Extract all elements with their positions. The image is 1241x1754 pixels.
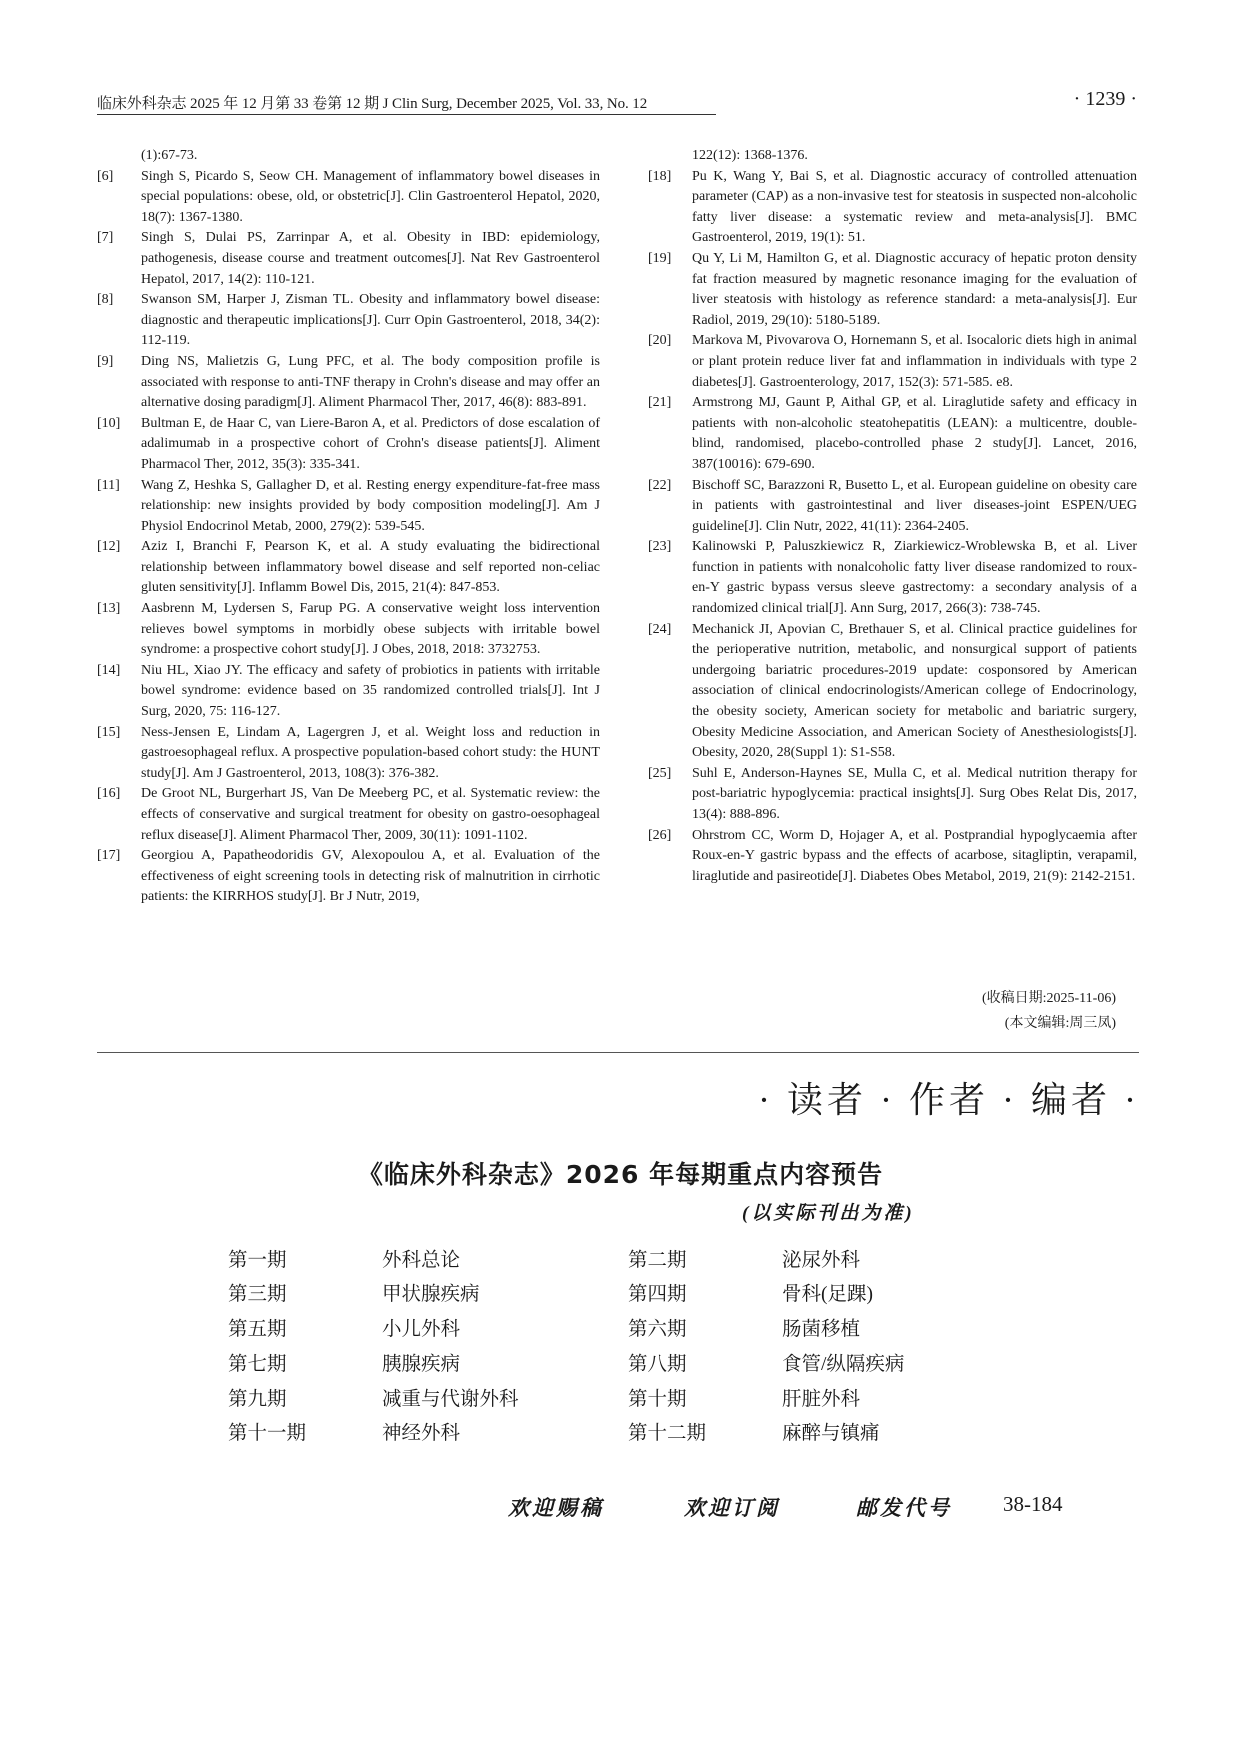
reference-13 — [97, 599, 600, 661]
reference-19 — [648, 249, 1137, 331]
reference-9 — [97, 352, 600, 414]
issue-topic: 麻醉与镇痛 — [782, 1423, 880, 1444]
reference-number: [20] — [648, 333, 672, 349]
reference-number: [25] — [648, 765, 672, 781]
editor-credit: (本文编辑:周三凤) — [1004, 1016, 1116, 1031]
reference-text: Bultman E, de Haar C, van Liere-Baron A, et al. Predictors of dose escalation of adalimumab in a prospective cohort of Crohn's disease patients[J]. Aliment Pharmacol Ther, 2012, 35(3): 335-341. — [141, 415, 600, 472]
reference-6 — [97, 167, 600, 229]
reference-number: [12] — [97, 539, 121, 555]
reference-text: Kalinowski P, Paluszkiewicz R, Ziarkiewicz-Wroblewska B, et al. Liver function in patients with nonalcoholic fatty liver disease randomized to roux-en-Y gastric bypass versus sleeve gastrectomy: a secondary analysis of a randomized clinical trial[J]. Ann Surg, 2017, 266(3): 738-745. — [692, 539, 1137, 617]
issue-label: 第十二期 — [628, 1423, 707, 1444]
issue-topic: 小儿外科 — [382, 1319, 461, 1340]
reference-number: [10] — [97, 415, 121, 431]
schedule-row — [228, 1417, 928, 1447]
received-date: (收稿日期:2025-11-06) — [981, 991, 1116, 1006]
reference-number: [22] — [648, 477, 672, 493]
issue-label: 第十期 — [628, 1389, 687, 1410]
references-right-column — [648, 146, 1137, 887]
issue-topic: 泌尿外科 — [782, 1250, 861, 1271]
reference-number: [17] — [97, 848, 121, 864]
notice-subtitle: (以实际刊出为准) — [742, 1203, 915, 1224]
reference-text: Aasbrenn M, Lydersen S, Farup PG. A conservative weight loss intervention relieves bowel symptoms in morbidly obese subjects with irritable bowel syndrome: a prospective cohort study[J]. J Obes, 2018, 2018: 3732753. — [141, 601, 600, 658]
issue-label: 第八期 — [628, 1354, 687, 1375]
reference-25 — [648, 764, 1137, 826]
reference-12 — [97, 537, 600, 599]
reference-text: Pu K, Wang Y, Bai S, et al. Diagnostic accuracy of controlled attenuation parameter (CAP) as a non-invasive test for steatosis in suspected non-alcoholic fatty liver disease: a systematic review and meta-analysis[J]. BMC Gastroenterol, 2019, 19(1): 51. — [692, 168, 1137, 246]
journal-citation-line: 临床外科杂志 2025 年 12 月第 33 卷第 12 期 J Clin Surg, December 2025, Vol. 33, No. 12 — [97, 96, 648, 112]
reference-text: Markova M, Pivovarova O, Hornemann S, et al. Isocaloric diets high in animal or plant protein reduce liver fat and inflammation in individuals with type 2 diabetes[J]. Gastroenterology, 2017, 152(3): 571-585. e8. — [692, 333, 1137, 390]
reference-number: [11] — [97, 477, 120, 493]
reference-text: Qu Y, Li M, Hamilton G, et al. Diagnostic accuracy of hepatic proton density fat fraction measured by magnetic resonance imaging for the evaluation of liver steatosis with histology as reference standard: a meta-analysis[J]. Eur Radiol, 2019, 29(10): 5180-5189. — [692, 250, 1137, 328]
reference-number: [16] — [97, 786, 121, 802]
issue-label: 第四期 — [628, 1284, 687, 1305]
references-left-column — [97, 146, 600, 908]
reference-16 — [97, 784, 600, 846]
issue-label: 第七期 — [228, 1354, 287, 1375]
reference-23 — [648, 537, 1137, 619]
reference-number: [24] — [648, 621, 672, 637]
reference-number: [15] — [97, 724, 121, 740]
reference-text: Armstrong MJ, Gaunt P, Aithal GP, et al. Liraglutide safety and efficacy in patients with non-alcoholic steatohepatitis (LEAN): a multicentre, double-blind, randomised, placebo-controlled phase 2 study[J]. Lancet, 2016, 387(10016): 679-690. — [692, 395, 1137, 472]
reference-number: [6] — [97, 168, 114, 184]
issue-label: 第十一期 — [228, 1423, 307, 1444]
reference-10 — [97, 414, 600, 476]
issue-topic: 骨科(足踝) — [782, 1284, 873, 1305]
reference-7 — [97, 228, 600, 290]
reference-number: [26] — [648, 827, 672, 843]
schedule-row — [228, 1244, 928, 1274]
section-title: · 读者 · 作者 · 编者 · — [758, 1080, 1140, 1120]
welcome-submission: 欢迎赐稿 — [508, 1496, 604, 1520]
reference-11 — [97, 476, 600, 538]
reference-text: Wang Z, Heshka S, Gallagher D, et al. Resting energy expenditure-fat-free mass relationship: new insights provided by body composition modeling[J]. Am J Physiol Endocrinol Metab, 2000, 279(2): 539-545. — [141, 477, 600, 534]
issue-label: 第五期 — [228, 1319, 287, 1340]
issue-topic: 减重与代谢外科 — [382, 1389, 519, 1410]
reference-text: Suhl E, Anderson-Haynes SE, Mulla C, et al. Medical nutrition therapy for post-bariatric hypoglycemia: practical insights[J]. Surg Obes Relat Dis, 2017, 13(4): 888-896. — [692, 765, 1137, 822]
reference-number: [14] — [97, 662, 121, 678]
reference-8 — [97, 290, 600, 352]
reference-20 — [648, 331, 1137, 393]
reference-number: [9] — [97, 353, 114, 369]
reference-number: [18] — [648, 168, 672, 184]
reference-number: [19] — [648, 250, 672, 266]
reference-text: Bischoff SC, Barazzoni R, Busetto L, et al. European guideline on obesity care in patients with gastrointestinal and liver diseases-joint ESPEN/UEG guideline[J]. Clin Nutr, 2022, 41(11): 2364-2405. — [692, 477, 1137, 534]
reference-21 — [648, 393, 1137, 475]
reference-number: [7] — [97, 230, 114, 246]
section-divider — [97, 1052, 1139, 1053]
reference-17 — [97, 846, 600, 908]
reference-continuation: (1):67-73. — [141, 148, 198, 163]
reference-text: Georgiou A, Papatheodoridis GV, Alexopoulou A, et al. Evaluation of the effectiveness of eight screening tools in detecting risk of malnutrition in cirrhotic patients: the KIRRHOS study[J]. Br J Nutr, 2019, — [141, 848, 600, 905]
schedule-row — [228, 1278, 928, 1308]
header-rule — [97, 114, 716, 115]
schedule-row — [228, 1348, 928, 1378]
postal-code: 38-184 — [1003, 1492, 1063, 1516]
reference-text: Niu HL, Xiao JY. The efficacy and safety of probiotics in patients with irritable bowel syndrome: evidence based on 35 randomized controlled trials[J]. Int J Surg, 2020, 75: 116-127. — [141, 662, 600, 720]
issue-label: 第一期 — [228, 1250, 287, 1271]
postal-code-label: 邮发代号 — [856, 1496, 952, 1520]
page-number: · 1239 · — [1073, 88, 1137, 110]
welcome-subscription: 欢迎订阅 — [684, 1496, 780, 1520]
reference-text: Ohrstrom CC, Worm D, Hojager A, et al. Postprandial hypoglycaemia after Roux-en-Y gastric bypass and the effects of acarbose, sitagliptin, verapamil, liraglutide and pasireotide[J]. Diabetes Obes Metabol, 2019, 21(9): 2142-2151. — [692, 827, 1137, 884]
article-dates — [900, 986, 1116, 1036]
reference-text: De Groot NL, Burgerhart JS, Van De Meeberg PC, et al. Systematic review: the effects of conservative and surgical treatment for obesity on gastro-oesophageal reflux disease[J]. Aliment Pharmacol Ther, 2009, 30(11): 1091-1102. — [141, 786, 600, 843]
issue-topic: 肝脏外科 — [782, 1389, 861, 1410]
reference-14 — [97, 661, 600, 723]
notice-title: 《临床外科杂志》2026 年每期重点内容预告 — [357, 1160, 884, 1189]
issue-topic: 食管/纵隔疾病 — [782, 1354, 905, 1375]
schedule-row — [228, 1383, 928, 1413]
schedule-row — [228, 1313, 928, 1343]
issue-topic: 甲状腺疾病 — [382, 1284, 480, 1305]
reference-text: Swanson SM, Harper J, Zisman TL. Obesity and inflammatory bowel disease: diagnostic and therapeutic implications[J]. Curr Opin Gastroenterol, 2018, 34(2): 112-119. — [141, 292, 600, 349]
reference-text: Mechanick JI, Apovian C, Brethauer S, et al. Clinical practice guidelines for the perioperative nutrition, metabolic, and nonsurgical support of patients undergoing bariatric procedures-2019 update: cosponsored by American association of clinical endocrinologists/American college of Endocrinology, the obesity society, American society for metabolic and bariatric surgery, Obesity Medicine Association, and American Society of Anesthesiologists[J]. Obesity, 2020, 28(Suppl 1): S1-S58. — [692, 621, 1137, 761]
issue-topic: 外科总论 — [382, 1250, 461, 1271]
reference-number: [13] — [97, 601, 121, 617]
reference-26 — [648, 826, 1137, 888]
issue-label: 第二期 — [628, 1250, 687, 1271]
issue-topic: 胰腺疾病 — [382, 1354, 461, 1375]
reference-text: Singh S, Dulai PS, Zarrinpar A, et al. Obesity in IBD: epidemiology, pathogenesis, disease course and treatment outcomes[J]. Nat Rev Gastroenterol Hepatol, 2017, 14(2): 110-121. — [141, 230, 600, 287]
reference-24 — [648, 620, 1137, 764]
issue-label: 第三期 — [228, 1284, 287, 1305]
issue-label: 第九期 — [228, 1389, 287, 1410]
reference-text: Singh S, Picardo S, Seow CH. Management of inflammatory bowel diseases in special populations: obese, old, or obstetric[J]. Clin Gastroenterol Hepatol, 2020, 18(7): 1367-1380. — [141, 168, 600, 225]
issue-label: 第六期 — [628, 1319, 687, 1340]
reference-text: Aziz I, Branchi F, Pearson K, et al. A study evaluating the bidirectional relationship between inflammatory bowel disease and self reported non-celiac gluten sensitivity[J]. Inflamm Bowel Dis, 2015, 21(4): 847-853. — [141, 539, 600, 596]
reference-18 — [648, 167, 1137, 249]
reference-number: [8] — [97, 292, 114, 308]
reference-text: Ness-Jensen E, Lindam A, Lagergren J, et al. Weight loss and reduction in gastroesophageal reflux. A prospective population-based cohort study: the HUNT study[J]. Am J Gastroenterol, 2013, 108(3): 376-382. — [141, 724, 600, 781]
issue-topic: 神经外科 — [382, 1423, 461, 1444]
reference-text: Ding NS, Malietzis G, Lung PFC, et al. The body composition profile is associated with response to anti-TNF therapy in Crohn's disease and may offer an alternative dosing paradigm[J]. Aliment Pharmacol Ther, 2017, 46(8): 883-891. — [141, 353, 600, 411]
issue-topic: 肠菌移植 — [782, 1319, 861, 1340]
reference-22 — [648, 476, 1137, 538]
reference-number: [23] — [648, 539, 672, 555]
reference-continuation: 122(12): 1368-1376. — [692, 148, 808, 163]
reference-15 — [97, 723, 600, 785]
reference-number: [21] — [648, 395, 672, 411]
